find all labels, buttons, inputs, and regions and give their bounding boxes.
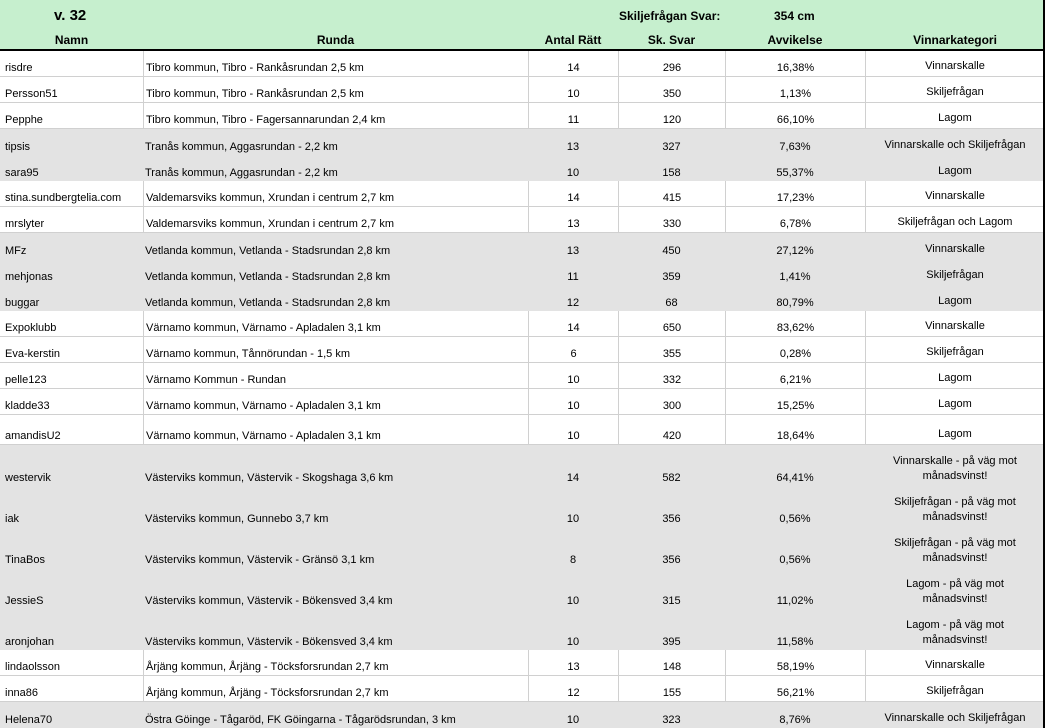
column-header-namn[interactable]: Namn (54, 33, 89, 47)
cell-runda[interactable]: Värnamo kommun, Tånnörundan - 1,5 km (143, 337, 528, 362)
cell-vinnarkategori[interactable]: Vinnarskalle (865, 650, 1045, 675)
cell-sk-svar[interactable]: 300 (618, 389, 725, 414)
cell-vinnarkategori[interactable]: Vinnarskalle (925, 243, 985, 255)
cell-avvikelse[interactable]: 11,58% (776, 636, 814, 648)
cell-runda[interactable]: Västerviks kommun, Västervik - Skogshaga 3,6 km (145, 472, 394, 484)
cell-namn[interactable]: lindaolsson (5, 661, 61, 673)
table-row (0, 445, 1045, 486)
cell-vinnarkategori[interactable]: Vinnarskalle och Skiljefrågan (884, 139, 1026, 151)
cell-runda[interactable]: Vetlanda kommun, Vetlanda - Stadsrundan 2,8 km (145, 297, 391, 309)
cell-antal-ratt[interactable]: 10 (528, 77, 618, 102)
cell-vinnarkategori[interactable]: Skiljefrågan - på väg mot månadsvinst! (894, 496, 1016, 523)
table-row (0, 129, 1045, 155)
table-row (0, 233, 1045, 259)
cell-runda[interactable]: Årjäng kommun, Årjäng - Töcksforsrundan 2,7 km (143, 650, 528, 675)
cell-runda[interactable]: Tibro kommun, Tibro - Rankåsrundan 2,5 km (143, 51, 528, 76)
cell-vinnarkategori[interactable]: Lagom (865, 389, 1045, 414)
cell-namn[interactable]: mrslyter (5, 218, 45, 230)
cell-vinnarkategori[interactable]: Vinnarskalle och Skiljefrågan (884, 712, 1026, 724)
cell-antal-ratt[interactable]: 14 (528, 311, 618, 336)
cell-vinnarkategori[interactable]: Skiljefrågan (865, 337, 1045, 362)
cell-avvikelse[interactable]: 80,79% (776, 297, 814, 309)
cell-namn[interactable]: buggar (5, 297, 40, 309)
cell-sk-svar[interactable]: 120 (618, 103, 725, 128)
cell-vinnarkategori[interactable]: Skiljefrågan - på väg mot månadsvinst! (894, 537, 1016, 564)
cell-sk-svar[interactable]: 315 (662, 595, 681, 607)
cell-avvikelse[interactable]: 1,41% (779, 271, 811, 283)
table-row (0, 285, 1045, 311)
cell-vinnarkategori[interactable]: Lagom (865, 363, 1045, 388)
cell-runda[interactable]: Tibro kommun, Tibro - Fagersannarundan 2,4 km (143, 103, 528, 128)
cell-antal-ratt[interactable]: 11 (528, 103, 618, 128)
cell-avvikelse[interactable]: 55,37% (776, 167, 814, 179)
cell-antal-ratt[interactable]: 10 (528, 363, 618, 388)
cell-sk-svar[interactable]: 296 (618, 51, 725, 76)
cell-antal-ratt[interactable]: 10 (566, 513, 580, 525)
cell-avvikelse[interactable]: 7,63% (779, 141, 811, 153)
column-header-avvikelse[interactable]: Avvikelse (767, 33, 823, 47)
cell-namn[interactable]: Expoklubb (5, 322, 57, 334)
column-header-antal-ratt[interactable]: Antal Rätt (544, 33, 602, 47)
cell-namn[interactable]: stina.sundbergtelia.com (5, 192, 122, 204)
cell-sk-svar[interactable]: 359 (662, 271, 681, 283)
cell-avvikelse[interactable]: 11,02% (776, 595, 814, 607)
cell-sk-svar[interactable]: 650 (618, 311, 725, 336)
cell-sk-svar[interactable]: 355 (618, 337, 725, 362)
cell-sk-svar[interactable]: 450 (662, 245, 681, 257)
column-header-vinnarkategori[interactable]: Vinnarkategori (913, 33, 997, 47)
table-row (0, 181, 1045, 207)
table-row (0, 207, 1045, 233)
cell-vinnarkategori[interactable]: Lagom (865, 415, 1045, 444)
table-row (0, 363, 1045, 389)
cell-namn[interactable]: TinaBos (5, 554, 45, 566)
table-row (0, 702, 1045, 728)
cell-runda[interactable]: Västerviks kommun, Västervik - Gränsö 3,1 km (145, 554, 375, 566)
cell-sk-svar[interactable]: 327 (662, 141, 681, 153)
cell-sk-svar[interactable]: 582 (662, 472, 681, 484)
cell-namn[interactable]: Eva-kerstin (5, 348, 61, 360)
cell-sk-svar[interactable]: 148 (618, 650, 725, 675)
cell-sk-svar[interactable]: 356 (662, 554, 681, 566)
cell-antal-ratt[interactable]: 10 (528, 415, 618, 444)
cell-antal-ratt[interactable]: 14 (566, 472, 580, 484)
table-row (0, 103, 1045, 129)
table-row (0, 415, 1045, 445)
cell-antal-ratt[interactable]: 13 (566, 141, 580, 153)
cell-sk-svar[interactable]: 356 (662, 513, 681, 525)
cell-namn[interactable]: risdre (5, 62, 33, 74)
table-row (0, 609, 1045, 650)
cell-sk-svar[interactable]: 415 (618, 181, 725, 206)
table-row (0, 650, 1045, 676)
cell-avvikelse[interactable]: 6,78% (725, 207, 865, 232)
tiebreak-label: Skiljefrågan Svar: (619, 9, 721, 23)
cell-vinnarkategori[interactable]: Skiljefrågan (865, 77, 1045, 102)
cell-avvikelse[interactable]: 56,21% (725, 676, 865, 701)
cell-sk-svar[interactable]: 155 (618, 676, 725, 701)
cell-antal-ratt[interactable]: 14 (528, 51, 618, 76)
cell-namn[interactable]: mehjonas (5, 271, 53, 283)
cell-vinnarkategori[interactable]: Skiljefrågan (865, 676, 1045, 701)
cell-antal-ratt[interactable]: 10 (528, 389, 618, 414)
cell-runda[interactable]: Tibro kommun, Tibro - Rankåsrundan 2,5 km (143, 77, 528, 102)
cell-antal-ratt[interactable]: 12 (566, 297, 580, 309)
cell-sk-svar[interactable]: 420 (618, 415, 725, 444)
cell-namn[interactable]: Helena70 (5, 714, 53, 726)
cell-namn[interactable]: westervik (5, 472, 51, 484)
cell-avvikelse[interactable]: 18,64% (725, 415, 865, 444)
cell-sk-svar[interactable]: 68 (665, 297, 678, 309)
cell-vinnarkategori[interactable]: Vinnarskalle (865, 51, 1045, 76)
cell-sk-svar[interactable]: 158 (662, 167, 681, 179)
table-row (0, 389, 1045, 415)
cell-runda[interactable]: Tranås kommun, Aggasrundan - 2,2 km (145, 167, 338, 179)
cell-runda[interactable]: Värnamo Kommun - Rundan (143, 363, 528, 388)
cell-vinnarkategori[interactable]: Lagom - på väg mot månadsvinst! (906, 578, 1004, 605)
cell-runda[interactable]: Vetlanda kommun, Vetlanda - Stadsrundan 2,8 km (145, 271, 391, 283)
week-version: v. 32 (54, 7, 87, 24)
tiebreak-value: 354 cm (774, 9, 815, 23)
cell-vinnarkategori[interactable]: Lagom (938, 295, 972, 307)
cell-namn[interactable]: aronjohan (5, 636, 54, 648)
cell-namn[interactable]: amandisU2 (5, 430, 61, 442)
cell-runda[interactable]: Värnamo kommun, Värnamo - Apladalen 3,1 km (143, 389, 528, 414)
cell-antal-ratt[interactable]: 12 (528, 676, 618, 701)
cell-vinnarkategori[interactable]: Vinnarskalle (865, 311, 1045, 336)
column-header-runda[interactable]: Runda (316, 33, 355, 47)
cell-sk-svar[interactable]: 350 (618, 77, 725, 102)
cell-vinnarkategori[interactable]: Vinnarskalle - på väg mot månadsvinst! (893, 455, 1017, 482)
cell-avvikelse[interactable]: 27,12% (776, 245, 814, 257)
cell-runda[interactable]: Östra Göinge - Tågaröd, FK Göingarna - Tågarödsrundan, 3 km (145, 714, 456, 726)
table-row (0, 155, 1045, 181)
cell-namn[interactable]: Pepphe (5, 114, 43, 126)
cell-antal-ratt[interactable]: 13 (528, 207, 618, 232)
cell-runda[interactable]: Tranås kommun, Aggasrundan - 2,2 km (145, 141, 338, 153)
cell-runda[interactable]: Valdemarsviks kommun, Xrundan i centrum 2,7 km (143, 181, 528, 206)
cell-runda[interactable]: Värnamo kommun, Värnamo - Apladalen 3,1 km (143, 311, 528, 336)
table-row (0, 486, 1045, 527)
cell-antal-ratt[interactable]: 10 (566, 636, 580, 648)
cell-antal-ratt[interactable]: 13 (528, 650, 618, 675)
cell-avvikelse[interactable]: 17,23% (725, 181, 865, 206)
cell-namn[interactable]: kladde33 (5, 400, 50, 412)
cell-avvikelse[interactable]: 15,25% (725, 389, 865, 414)
cell-avvikelse[interactable]: 0,56% (779, 513, 811, 525)
cell-namn[interactable]: tipsis (5, 141, 31, 153)
cell-namn[interactable]: sara95 (5, 167, 39, 179)
cell-avvikelse[interactable]: 83,62% (725, 311, 865, 336)
table-row (0, 527, 1045, 568)
cell-sk-svar[interactable]: 332 (618, 363, 725, 388)
cell-antal-ratt[interactable]: 14 (528, 181, 618, 206)
cell-antal-ratt[interactable]: 10 (566, 714, 580, 726)
cell-runda[interactable]: Valdemarsviks kommun, Xrundan i centrum 2,7 km (143, 207, 528, 232)
results-table (0, 51, 1045, 728)
cell-avvikelse[interactable]: 8,76% (779, 714, 811, 726)
cell-vinnarkategori[interactable]: Lagom (938, 165, 972, 177)
cell-antal-ratt[interactable]: 10 (566, 595, 580, 607)
cell-avvikelse[interactable]: 66,10% (725, 103, 865, 128)
cell-antal-ratt[interactable]: 13 (566, 245, 580, 257)
table-row (0, 337, 1045, 363)
cell-antal-ratt[interactable]: 11 (567, 271, 579, 283)
table-row (0, 77, 1045, 103)
cell-avvikelse[interactable]: 64,41% (776, 472, 814, 484)
cell-namn[interactable]: JessieS (5, 595, 44, 607)
cell-sk-svar[interactable]: 395 (662, 636, 681, 648)
cell-namn[interactable]: MFz (5, 245, 27, 257)
cell-vinnarkategori[interactable]: Lagom - på väg mot månadsvinst! (906, 619, 1004, 646)
cell-runda[interactable]: Värnamo kommun, Värnamo - Apladalen 3,1 km (143, 415, 528, 444)
column-header-sk-svar[interactable]: Sk. Svar (647, 33, 696, 47)
cell-avvikelse[interactable]: 58,19% (725, 650, 865, 675)
cell-namn[interactable]: pelle123 (5, 374, 47, 386)
cell-antal-ratt[interactable]: 8 (569, 554, 577, 566)
cell-runda[interactable]: Årjäng kommun, Årjäng - Töcksforsrundan 2,7 km (143, 676, 528, 701)
cell-vinnarkategori[interactable]: Skiljefrågan (926, 269, 984, 281)
cell-avvikelse[interactable]: 0,56% (779, 554, 811, 566)
table-row (0, 568, 1045, 609)
cell-runda[interactable]: Västerviks kommun, Västervik - Bökensved 3,4 km (145, 595, 393, 607)
table-row (0, 676, 1045, 702)
cell-runda[interactable]: Vetlanda kommun, Vetlanda - Stadsrundan 2,8 km (145, 245, 391, 257)
cell-vinnarkategori[interactable]: Skiljefrågan och Lagom (865, 207, 1045, 232)
cell-namn[interactable]: Persson51 (5, 88, 58, 100)
cell-avvikelse[interactable]: 16,38% (725, 51, 865, 76)
cell-runda[interactable]: Västerviks kommun, Gunnebo 3,7 km (145, 513, 329, 525)
cell-avvikelse[interactable]: 6,21% (725, 363, 865, 388)
cell-antal-ratt[interactable]: 6 (528, 337, 618, 362)
cell-runda[interactable]: Västerviks kommun, Västervik - Bökensved 3,4 km (145, 636, 393, 648)
cell-vinnarkategori[interactable]: Vinnarskalle (865, 181, 1045, 206)
cell-vinnarkategori[interactable]: Lagom (865, 103, 1045, 128)
cell-avvikelse[interactable]: 0,28% (725, 337, 865, 362)
cell-sk-svar[interactable]: 330 (618, 207, 725, 232)
cell-avvikelse[interactable]: 1,13% (725, 77, 865, 102)
table-row (0, 311, 1045, 337)
table-row (0, 51, 1045, 77)
header-band (0, 0, 1045, 51)
cell-namn[interactable]: iak (5, 513, 20, 525)
cell-sk-svar[interactable]: 323 (662, 714, 681, 726)
cell-antal-ratt[interactable]: 10 (566, 167, 580, 179)
table-row (0, 259, 1045, 285)
cell-namn[interactable]: inna86 (5, 687, 39, 699)
